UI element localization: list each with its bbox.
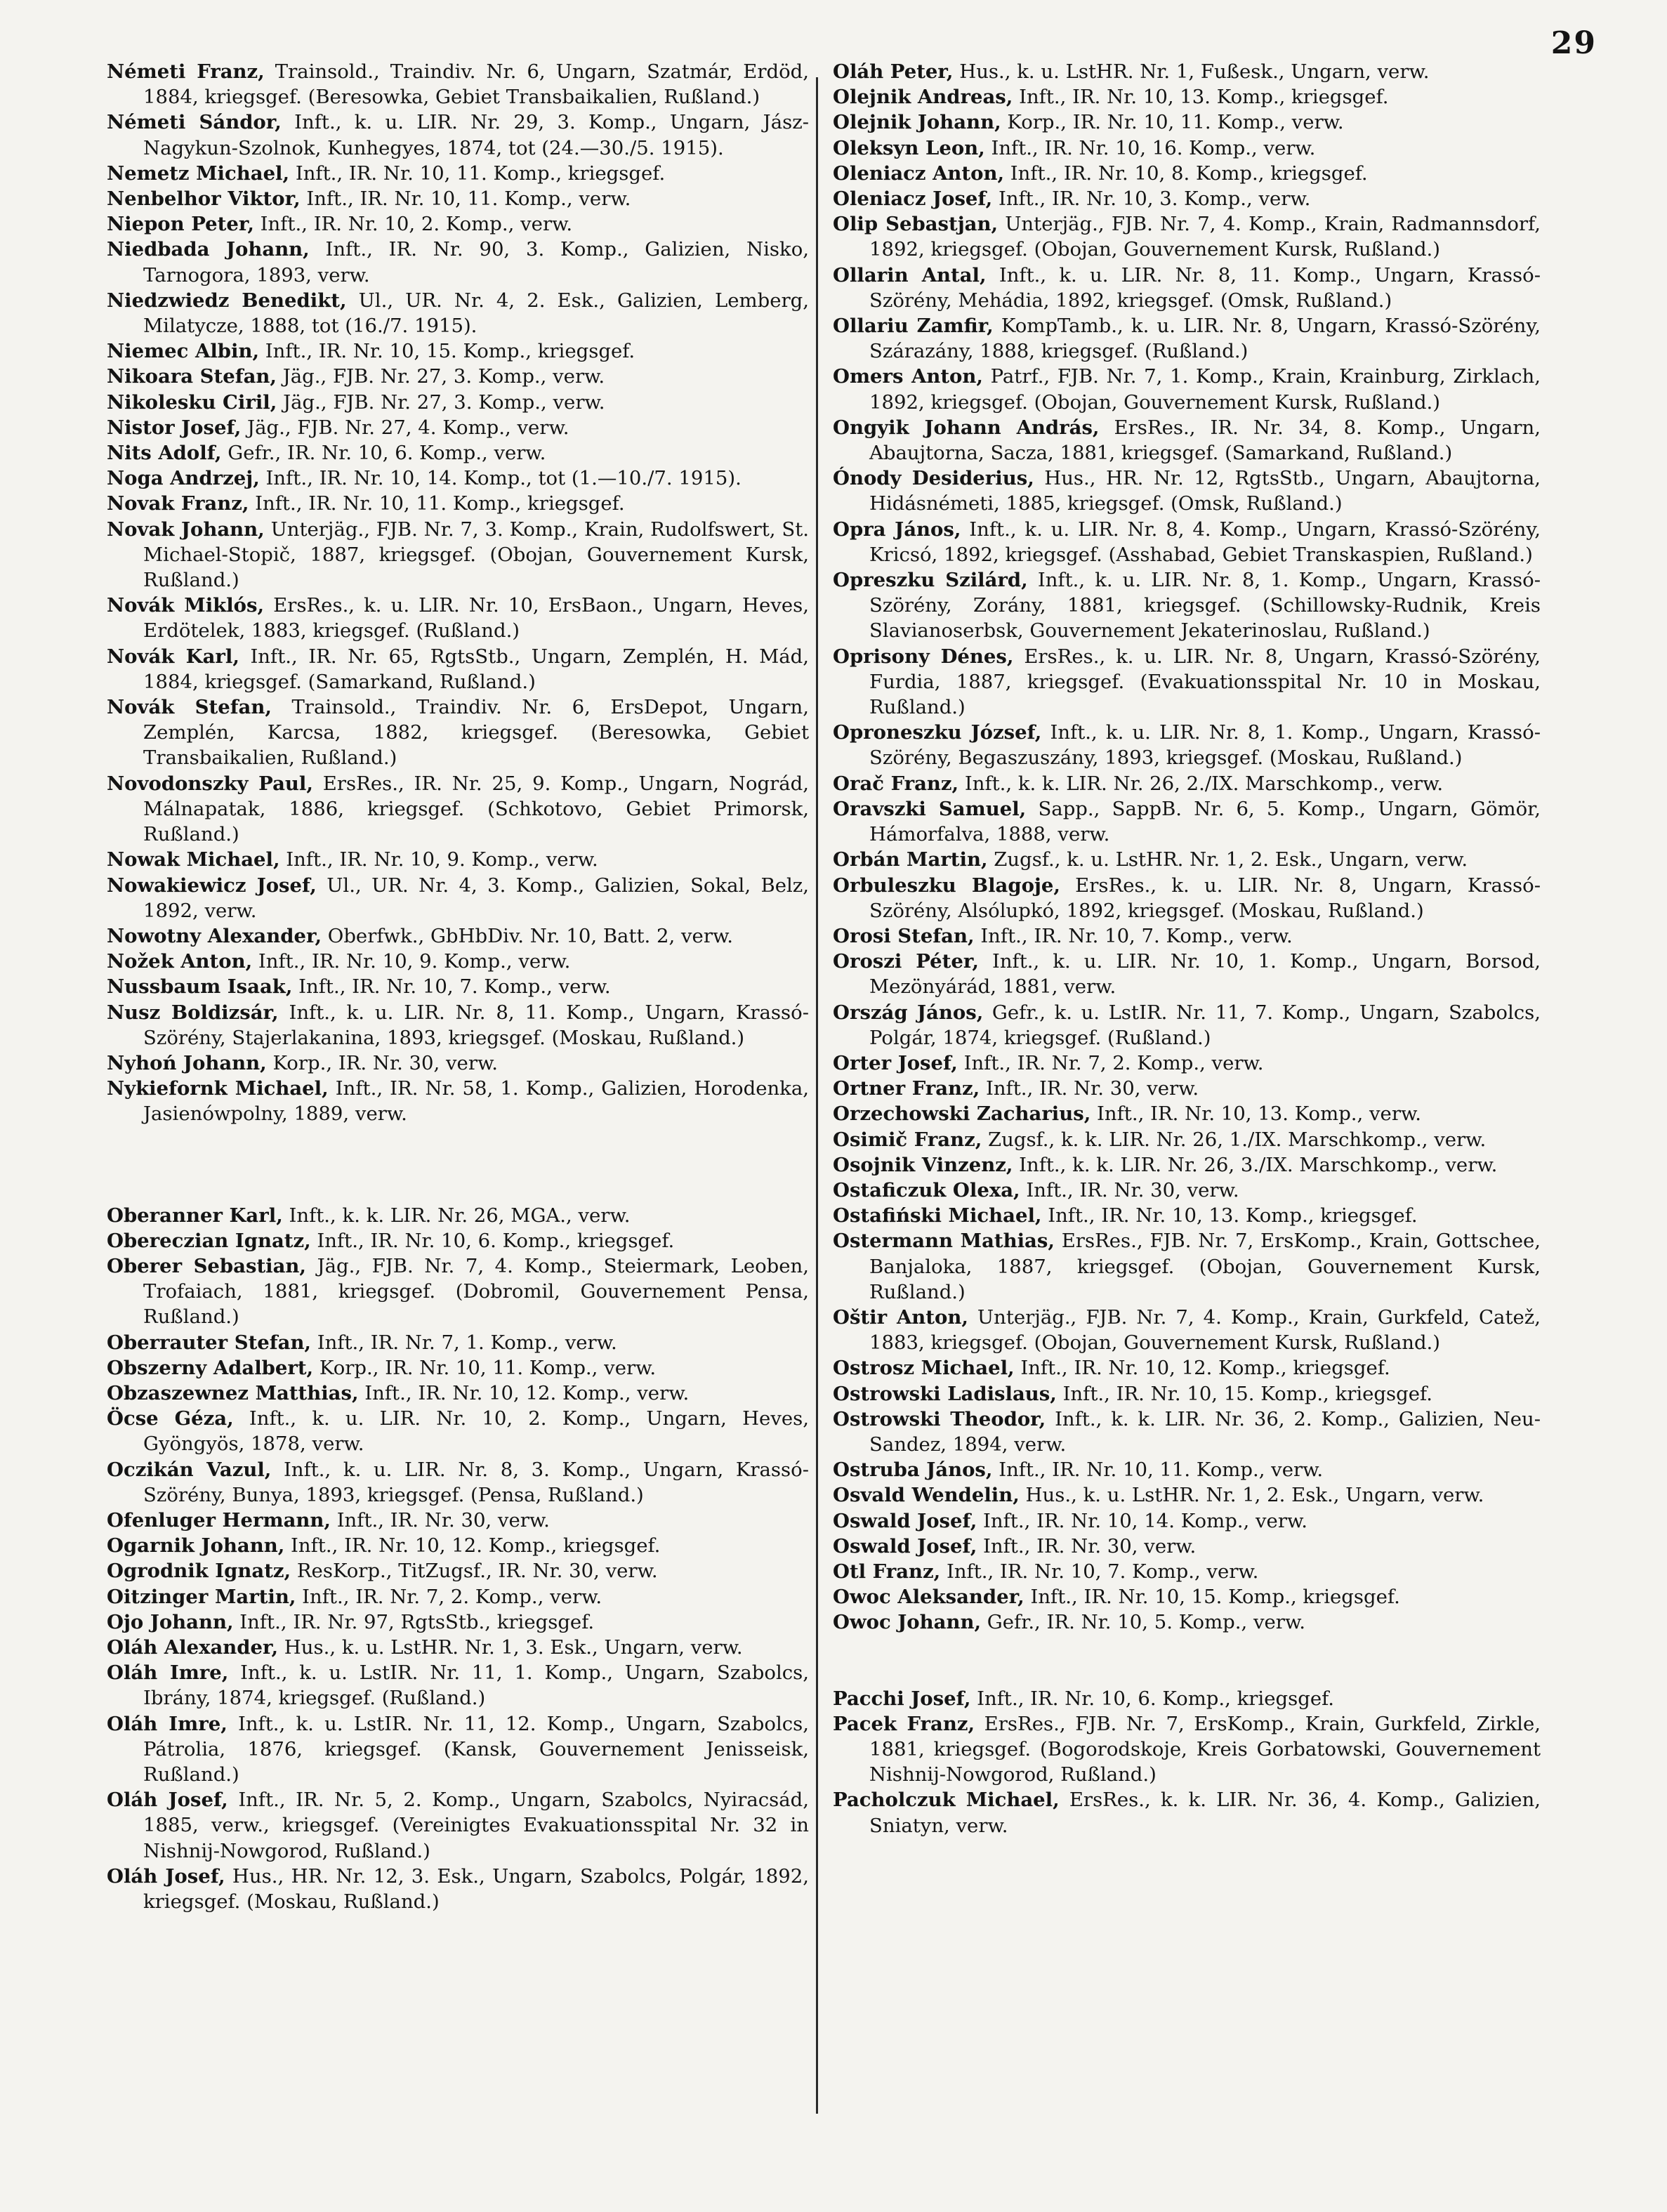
list-entry <box>107 1457 809 1508</box>
list-entry <box>107 390 809 415</box>
entry-name: Nits Adolf, <box>107 442 222 465</box>
entry-name: Oswald Josef, <box>833 1534 977 1558</box>
entry-details: Trainsold., Traindiv. Nr. 6, ErsDepot, Ungarn, Zemplén, Karcsa, 1882, kriegsgef. (Beresowka, Gebiet Transbaikalien, Rußland.) <box>143 696 809 770</box>
entry-name: Olejnik Johann, <box>833 111 1001 134</box>
entry-details: Jäg., FJB. Nr. 7, 4. Komp., Steiermark, Leoben, Trofaiach, 1881, kriegsgef. (Dobromil, Gouvernement Pensa, Rußland.) <box>143 1254 809 1329</box>
entry-details: Hus., k. u. LstHR. Nr. 1, 3. Esk., Ungarn, verw. <box>278 1635 743 1659</box>
entry-name: Oproneszku József, <box>833 721 1042 744</box>
entry-details: Gefr., IR. Nr. 10, 5. Komp., verw. <box>981 1611 1305 1634</box>
entry-details: Inft., IR. Nr. 30, verw. <box>330 1508 550 1532</box>
entry-details: Inft., IR. Nr. 10, 11. Komp., verw. <box>992 1459 1324 1482</box>
entry-details: Inft., IR. Nr. 10, 15. Komp., kriegsgef. <box>1024 1586 1400 1609</box>
list-entry <box>107 873 809 923</box>
entry-name: Oštir Anton, <box>833 1305 968 1329</box>
entry-name: Niepon Peter, <box>107 213 254 236</box>
entry-details: Inft., k. u. LIR. Nr. 8, 3. Komp., Ungarn, Krassó-Szörény, Bunya, 1893, kriegsgef. (Pensa, Rußland.) <box>143 1458 809 1506</box>
entry-details: Inft., IR. Nr. 10, 6. Komp., kriegsgef. <box>970 1687 1335 1710</box>
list-entry <box>107 771 809 848</box>
list-entry <box>107 161 809 186</box>
entry-details: KompTamb., k. u. LIR. Nr. 8, Ungarn, Krassó-Szörény, Szárazány, 1888, kriegsgef. (Rußland.) <box>869 315 1541 363</box>
entry-details: Inft., IR. Nr. 97, RgtsStb., kriegsgef. <box>233 1610 595 1633</box>
entry-name: Oitzinger Martin, <box>107 1585 296 1608</box>
entry-name: Öcse Géza, <box>107 1407 234 1430</box>
list-entry <box>833 1787 1541 1838</box>
entry-details: ResKorp., TitZugsf., IR. Nr. 30, verw. <box>291 1560 658 1583</box>
list-entry <box>833 720 1541 770</box>
entry-details: Inft., IR. Nr. 58, 1. Komp., Galizien, Horodenka, Jasienówpolny, 1889, verw. <box>143 1077 809 1126</box>
entry-name: Orter Josef, <box>833 1051 958 1074</box>
list-entry <box>107 1864 809 1914</box>
entry-details: Inft., k. u. LIR. Nr. 10, 2. Komp., Ungarn, Heves, Gyöngyös, 1878, verw. <box>143 1407 809 1456</box>
list-entry <box>107 1787 809 1864</box>
list-entry <box>833 1686 1541 1711</box>
entry-details: Inft., k. k. LIR. Nr. 26, 3./IX. Marschkomp., verw. <box>1013 1153 1498 1176</box>
entry-name: Németi Franz, <box>107 60 265 83</box>
entry-name: Orosi Stefan, <box>833 924 975 947</box>
entry-name: Nyhoń Johann, <box>107 1051 267 1074</box>
list-entry <box>107 1228 809 1253</box>
entry-details: Inft., k. k. LIR. Nr. 26, 2./IX. Marschkomp., verw. <box>958 772 1444 795</box>
entry-details: Patrf., FJB. Nr. 7, 1. Komp., Krain, Krainburg, Zirklach, 1892, kriegsgef. (Obojan, Gouvernement Kursk, Rußland.) <box>869 365 1541 414</box>
entry-details: Inft., IR. Nr. 10, 13. Komp., kriegsgef. <box>1041 1204 1418 1227</box>
list-entry <box>833 1457 1541 1482</box>
entry-details: Gefr., k. u. LstIR. Nr. 11, 7. Komp., Ungarn, Szabolcs, Polgár, 1874, kriegsgef. (Rußland.) <box>869 1001 1541 1049</box>
entry-name: Niedzwiedz Benedikt, <box>107 289 347 312</box>
entry-details: Inft., IR. Nr. 10, 2. Komp., verw. <box>253 213 573 236</box>
entry-details: Jäg., FJB. Nr. 27, 3. Komp., verw. <box>276 365 605 388</box>
list-entry <box>107 1609 809 1635</box>
list-entry <box>107 517 809 593</box>
list-entry <box>107 466 809 491</box>
entry-name: Nemetz Michael, <box>107 162 290 185</box>
entry-name: Owoc Aleksander, <box>833 1586 1024 1609</box>
entry-name: Osvald Wendelin, <box>833 1484 1020 1507</box>
list-entry <box>107 1711 809 1788</box>
entry-name: Orbuleszku Blagoje, <box>833 874 1060 897</box>
entry-name: Niemec Albin, <box>107 340 260 363</box>
list-entry <box>107 338 809 364</box>
entry-name: Oláh Alexander, <box>107 1635 279 1659</box>
entry-name: Novak Johann, <box>107 518 265 541</box>
list-entry <box>107 847 809 872</box>
entry-details: Inft., k. u. LIR. Nr. 8, 4. Komp., Ungarn, Krassó-Szörény, Kricsó, 1892, kriegsgef. (Asshabad, Gebiet Transkaspien, Rußland.) <box>869 518 1541 566</box>
entry-details: Korp., IR. Nr. 10, 11. Komp., verw. <box>1001 111 1344 134</box>
entry-details: Inft., IR. Nr. 30, verw. <box>980 1077 1199 1100</box>
entry-name: Novák Stefan, <box>107 696 272 719</box>
list-entry <box>833 186 1541 211</box>
entry-details: ErsRes., IR. Nr. 34, 8. Komp., Ungarn, Abaujtorna, Sacza, 1881, kriegsgef. (Samarkand, Rußland.) <box>869 416 1541 465</box>
entry-name: Oczikán Vazul, <box>107 1458 272 1481</box>
list-entry <box>833 847 1541 872</box>
list-entry <box>833 1152 1541 1178</box>
list-entry <box>833 873 1541 923</box>
list-entry <box>107 644 809 694</box>
list-entry <box>833 1051 1541 1076</box>
entry-name: Ostermann Mathias, <box>833 1230 1055 1253</box>
entry-name: Osojnik Vinzenz, <box>833 1153 1013 1176</box>
entry-name: Oleniacz Anton, <box>833 162 1005 185</box>
entry-details: Inft., IR. Nr. 10, 12. Komp., kriegsgef. <box>284 1534 661 1558</box>
list-entry <box>833 567 1541 644</box>
list-entry <box>833 949 1541 999</box>
entry-name: Ónody Desiderius, <box>833 467 1034 490</box>
entry-name: Nistor Josef, <box>107 416 242 439</box>
entry-name: Nowotny Alexander, <box>107 924 322 947</box>
entry-name: Ostaficzuk Olexa, <box>833 1178 1020 1202</box>
entry-details: Inft., IR. Nr. 10, 13. Komp., verw. <box>1091 1102 1421 1126</box>
entry-details: Unterjäg., FJB. Nr. 7, 4. Komp., Krain, Radmannsdorf, 1892, kriegsgef. (Obojan, Gouvernement Kursk, Rußland.) <box>869 213 1541 261</box>
entry-details: Unterjäg., FJB. Nr. 7, 3. Komp., Krain, Rudolfswert, St. Michael-Stopič, 1887, kriegsgef. (Obojan, Gouvernement Kursk, Rußland.) <box>143 518 809 592</box>
list-entry <box>833 796 1541 847</box>
entry-details: Zugsf., k. u. LstHR. Nr. 1, 2. Esk., Ungarn, verw. <box>987 848 1468 871</box>
entry-name: Oroszi Péter, <box>833 950 979 973</box>
entry-name: Ollariu Zamfir, <box>833 315 994 338</box>
entry-details: Trainsold., Traindiv. Nr. 6, Ungarn, Szatmár, Erdöd, 1884, kriegsgef. (Beresowka, Gebiet Transbaikalien, Rußland.) <box>143 60 809 109</box>
entry-name: Novak Franz, <box>107 492 249 515</box>
entry-details: Inft., IR. Nr. 5, 2. Komp., Ungarn, Szabolcs, Nyiracsád, 1885, verw., kriegsgef. (Vereinigtes Evakuationsspital Nr. 32 in Nishnij-Nowgorod, Rußland.) <box>143 1789 809 1862</box>
left-column <box>107 59 809 1914</box>
list-entry <box>107 211 809 237</box>
entry-details: Sapp., SappB. Nr. 6, 5. Komp., Ungarn, Gömör, Hámorfalva, 1888, verw. <box>869 797 1541 846</box>
list-entry <box>833 59 1541 84</box>
list-entry <box>833 136 1541 161</box>
entry-details: Inft., IR. Nr. 7, 1. Komp., verw. <box>311 1331 617 1354</box>
entry-details: ErsRes., FJB. Nr. 7, ErsKomp., Krain, Gurkfeld, Zirkle, 1881, kriegsgef. (Bogorodskoje, Kreis Gorbatowski, Gouvernement Nishnij-Nowgorod, Rußland.) <box>869 1712 1541 1786</box>
entry-details: Inft., k. u. LIR. Nr. 8, 11. Komp., Ungarn, Krassó-Szörény, Mehádia, 1892, kriegsgef. (Omsk, Rußland.) <box>869 263 1541 312</box>
list-entry <box>833 1228 1541 1305</box>
entry-details: Inft., IR. Nr. 10, 7. Komp., verw. <box>974 924 1293 947</box>
entry-details: Inft., IR. Nr. 10, 9. Komp., verw. <box>279 848 598 871</box>
list-entry <box>833 923 1541 949</box>
entry-details: Inft., IR. Nr. 10, 16. Komp., verw. <box>984 136 1316 159</box>
list-entry <box>833 1381 1541 1407</box>
entry-name: Ongyik Johann András, <box>833 416 1100 439</box>
entry-details: Inft., IR. Nr. 10, 9. Komp., verw. <box>252 950 571 973</box>
list-entry <box>107 237 809 287</box>
entry-details: Inft., IR. Nr. 10, 12. Komp., kriegsgef. <box>1014 1357 1390 1380</box>
entry-details: Inft., k. u. LIR. Nr. 8, 1. Komp., Ungarn, Krassó-Szörény, Zorány, 1881, kriegsgef. (Schillowsky-Rudnik, Kreis Slavianoserbsk, Gouvernement Jekaterinoslau, Rußland.) <box>869 569 1541 643</box>
list-entry <box>107 1203 809 1228</box>
entry-details: Inft., IR. Nr. 7, 2. Komp., verw. <box>957 1051 1264 1074</box>
list-entry <box>833 415 1541 466</box>
entry-name: Ostruba János, <box>833 1459 993 1482</box>
entry-name: Nikoara Stefan, <box>107 365 277 388</box>
list-entry <box>107 1558 809 1584</box>
entry-details: Inft., IR. Nr. 65, RgtsStb., Ungarn, Zemplén, H. Mád, 1884, kriegsgef. (Samarkand, Rußland.) <box>143 645 809 693</box>
list-entry <box>833 1534 1541 1559</box>
entry-details: Inft., k. u. LIR. Nr. 8, 11. Komp., Ungarn, Krassó-Szörény, Stajerlakanina, 1893, kriegsgef. (Moskau, Rußland.) <box>143 1001 809 1049</box>
list-entry <box>107 59 809 110</box>
entry-details: Inft., IR. Nr. 10, 7. Komp., verw. <box>940 1560 1259 1583</box>
list-entry <box>833 1584 1541 1609</box>
entry-name: Ostafiński Michael, <box>833 1204 1042 1227</box>
list-entry <box>107 949 809 974</box>
entry-details: Inft., IR. Nr. 7, 2. Komp., verw. <box>296 1585 602 1608</box>
entry-name: Opra János, <box>833 518 961 541</box>
entry-name: Ortner Franz, <box>833 1077 980 1100</box>
list-entry <box>107 1533 809 1558</box>
entry-details: Unterjäg., FJB. Nr. 7, 4. Komp., Krain, Gurkfeld, Catež, 1883, kriegsgef. (Obojan, Gouvernement Kursk, Rußland.) <box>869 1305 1541 1355</box>
entry-name: Nowak Michael, <box>107 848 280 871</box>
entry-details: Zugsf., k. k. LIR. Nr. 26, 1./IX. Marschkomp., verw. <box>982 1128 1487 1151</box>
entry-name: Németi Sándor, <box>107 111 282 134</box>
list-entry <box>833 1559 1541 1584</box>
list-entry <box>107 1381 809 1406</box>
list-entry <box>107 364 809 389</box>
list-entry <box>833 364 1541 414</box>
entry-name: Oleksyn Leon, <box>833 136 985 159</box>
entry-details: Inft., k. u. LIR. Nr. 29, 3. Komp., Ungarn, Jász-Nagykun-Szolnok, Kunhegyes, 1874, tot (24.—30./5. 1915). <box>143 111 809 159</box>
entry-details: Inft., IR. Nr. 10, 15. Komp., kriegsgef. <box>1056 1382 1432 1405</box>
entry-details: Inft., IR. Nr. 30, verw. <box>977 1534 1197 1558</box>
list-entry <box>107 186 809 211</box>
entry-name: Nikolesku Ciril, <box>107 390 277 414</box>
entry-name: Oláh Imre, <box>107 1712 228 1735</box>
entry-details: Inft., IR. Nr. 10, 14. Komp., tot (1.—10./7. 1915). <box>259 467 742 490</box>
entry-name: Obzaszewnez Matthias, <box>107 1381 359 1404</box>
entry-name: Nowakiewicz Josef, <box>107 874 317 897</box>
entry-details: Inft., IR. Nr. 10, 7. Komp., verw. <box>292 975 611 999</box>
entry-name: Oberer Sebastian, <box>107 1254 306 1277</box>
entry-name: Nykiefornk Michael, <box>107 1077 329 1100</box>
list-entry <box>833 644 1541 720</box>
list-entry <box>833 1178 1541 1203</box>
entry-details: Inft., k. k. LIR. Nr. 26, MGA., verw. <box>282 1204 631 1227</box>
list-entry <box>833 466 1541 516</box>
entry-details: Jäg., FJB. Nr. 27, 3. Komp., verw. <box>277 390 605 414</box>
entry-details: Hus., HR. Nr. 12, RgtsStb., Ungarn, Abaujtorna, Hidásnémeti, 1885, kriegsgef. (Omsk, Rußland.) <box>869 467 1541 515</box>
entry-details: Inft., IR. Nr. 30, verw. <box>1020 1178 1239 1202</box>
list-entry <box>107 1051 809 1076</box>
entry-details: ErsRes., k. u. LIR. Nr. 8, Ungarn, Krassó-Szörény, Furdia, 1887, kriegsgef. (Evakuationsspital Nr. 10 in Moskau, Rußland.) <box>869 645 1541 719</box>
entry-name: Ollarin Antal, <box>833 263 987 287</box>
entry-name: Oláh Imre, <box>107 1661 229 1685</box>
list-entry <box>833 1711 1541 1788</box>
entry-details: Korp., IR. Nr. 10, 11. Komp., verw. <box>313 1356 657 1379</box>
list-entry <box>833 313 1541 364</box>
entry-name: Nožek Anton, <box>107 950 253 973</box>
entry-name: Opreszku Szilárd, <box>833 569 1028 592</box>
entry-details: Jäg., FJB. Nr. 27, 4. Komp., verw. <box>241 416 569 439</box>
entry-details: Inft., IR. Nr. 10, 6. Komp., kriegsgef. <box>310 1229 675 1252</box>
entry-name: Olip Sebastjan, <box>833 213 999 236</box>
entry-name: Nenbelhor Viktor, <box>107 187 301 211</box>
list-entry <box>833 1000 1541 1051</box>
entry-details: Inft., IR. Nr. 10, 15. Komp., kriegsgef. <box>259 340 635 363</box>
section-gap <box>107 1127 809 1203</box>
list-entry <box>833 1407 1541 1457</box>
list-entry <box>107 415 809 440</box>
list-entry <box>833 771 1541 796</box>
list-entry <box>107 1355 809 1381</box>
entry-details: Hus., HR. Nr. 12, 3. Esk., Ungarn, Szabolcs, Polgár, 1892, kriegsgef. (Moskau, Rußland.) <box>143 1864 810 1914</box>
entry-name: Ostrowski Ladislaus, <box>833 1382 1057 1405</box>
entry-details: ErsRes., k. k. LIR. Nr. 36, 4. Komp., Galizien, Sniatyn, verw. <box>869 1789 1541 1837</box>
list-entry <box>833 1355 1541 1381</box>
entry-details: Inft., IR. Nr. 10, 8. Komp., kriegsgef. <box>1004 162 1368 185</box>
entry-details: Ul., UR. Nr. 4, 2. Esk., Galizien, Lemberg, Milatycze, 1888, tot (16./7. 1915). <box>143 289 809 338</box>
entry-name: Nusz Boldizsár, <box>107 1001 279 1024</box>
entry-name: Oberrauter Stefan, <box>107 1331 312 1354</box>
list-entry <box>107 110 809 160</box>
entry-details: Korp., IR. Nr. 30, verw. <box>266 1051 498 1074</box>
column-divider <box>816 77 818 2114</box>
list-entry <box>833 161 1541 186</box>
entry-name: Oláh Peter, <box>833 60 954 83</box>
entry-name: Nussbaum Isaak, <box>107 975 293 999</box>
entry-details: Hus., k. u. LstHR. Nr. 1, 2. Esk., Ungarn, verw. <box>1019 1484 1484 1507</box>
entry-name: Noga Andrzej, <box>107 467 260 490</box>
list-entry <box>833 110 1541 135</box>
list-entry <box>107 1253 809 1330</box>
list-entry <box>833 1305 1541 1355</box>
entry-name: Niedbada Johann, <box>107 238 310 261</box>
list-entry <box>107 491 809 516</box>
list-entry <box>833 1508 1541 1534</box>
list-entry <box>107 1660 809 1711</box>
list-entry <box>833 1127 1541 1152</box>
section-gap <box>833 1635 1541 1686</box>
entry-name: Osimič Franz, <box>833 1128 982 1151</box>
entry-name: Orač Franz, <box>833 772 959 795</box>
entry-name: Novák Miklós, <box>107 594 265 617</box>
entry-name: Pacholczuk Michael, <box>833 1789 1060 1812</box>
entry-details: Inft., IR. Nr. 10, 11. Komp., verw. <box>300 187 631 211</box>
entry-name: Ojo Johann, <box>107 1610 234 1633</box>
list-entry <box>107 1508 809 1533</box>
list-entry <box>107 1584 809 1609</box>
list-entry <box>833 211 1541 262</box>
entry-details: ErsRes., FJB. Nr. 7, ErsKomp., Krain, Gottschee, Banjaloka, 1887, kriegsgef. (Obojan, Gouvernement Kursk, Rußland.) <box>869 1230 1541 1303</box>
entry-name: Pacchi Josef, <box>833 1687 971 1710</box>
list-entry <box>107 694 809 771</box>
entry-name: Owoc Johann, <box>833 1611 982 1634</box>
entry-name: Oprisony Dénes, <box>833 645 1014 668</box>
list-entry <box>833 263 1541 313</box>
entry-details: Inft., k. u. LstIR. Nr. 11, 1. Komp., Ungarn, Szabolcs, Ibrány, 1874, kriegsgef. (Rußland.) <box>143 1661 809 1710</box>
entry-name: Orbán Martin, <box>833 848 988 871</box>
right-column <box>833 59 1541 1838</box>
entry-details: Inft., IR. Nr. 10, 3. Komp., verw. <box>992 187 1311 211</box>
list-entry <box>107 1000 809 1051</box>
entry-details: Inft., IR. Nr. 10, 13. Komp., kriegsgef. <box>1013 86 1389 109</box>
list-entry <box>107 1330 809 1355</box>
entry-name: Obszerny Adalbert, <box>107 1356 314 1379</box>
entry-details: Inft., k. u. LIR. Nr. 10, 1. Komp., Ungarn, Borsod, Mezönyárád, 1881, verw. <box>869 950 1541 999</box>
list-entry <box>107 288 809 338</box>
page-number: 29 <box>1550 25 1597 61</box>
list-entry <box>833 1076 1541 1101</box>
list-entry <box>833 1609 1541 1635</box>
entry-name: Ogarnik Johann, <box>107 1534 285 1558</box>
list-entry <box>107 923 809 949</box>
entry-name: Novák Karl, <box>107 645 239 668</box>
entry-details: ErsRes., IR. Nr. 25, 9. Komp., Ungarn, Nográd, Málnapatak, 1886, kriegsgef. (Schkotovo, Gebiet Primorsk, Rußland.) <box>143 772 809 846</box>
entry-details: ErsRes., k. u. LIR. Nr. 8, Ungarn, Krassó-Szörény, Alsólupkó, 1892, kriegsgef. (Moskau, Rußland.) <box>869 874 1541 922</box>
entry-name: Oberanner Karl, <box>107 1204 283 1227</box>
list-entry <box>107 593 809 643</box>
list-entry <box>833 1203 1541 1228</box>
entry-name: Pacek Franz, <box>833 1712 975 1735</box>
list-entry <box>833 1101 1541 1126</box>
list-entry <box>107 1635 809 1660</box>
entry-details: Hus., k. u. LstHR. Nr. 1, Fußesk., Ungarn, verw. <box>953 60 1430 83</box>
entry-name: Ország János, <box>833 1001 984 1024</box>
list-entry <box>107 440 809 466</box>
entry-name: Omers Anton, <box>833 365 983 388</box>
entry-name: Obereczian Ignatz, <box>107 1229 311 1252</box>
entry-name: Ostrowski Theodor, <box>833 1407 1046 1430</box>
entry-details: Inft., k. u. LIR. Nr. 8, 1. Komp., Ungarn, Krassó-Szörény, Begaszuszány, 1893, kriegsgef. (Moskau, Rußland.) <box>869 721 1541 770</box>
entry-details: Inft., k. k. LIR. Nr. 36, 2. Komp., Galizien, Neu-Sandez, 1894, verw. <box>869 1407 1541 1456</box>
entry-details: Inft., IR. Nr. 10, 11. Komp., kriegsgef. <box>249 492 625 515</box>
entry-name: Oláh Josef, <box>107 1789 228 1812</box>
entry-details: Ul., UR. Nr. 4, 3. Komp., Galizien, Sokal, Belz, 1892, verw. <box>143 874 809 922</box>
entry-details: ErsRes., k. u. LIR. Nr. 10, ErsBaon., Ungarn, Heves, Erdötelek, 1883, kriegsgef. (Rußland.) <box>143 594 809 643</box>
entry-details: Gefr., IR. Nr. 10, 6. Komp., verw. <box>221 442 546 465</box>
entry-details: Oberfwk., GbHbDiv. Nr. 10, Batt. 2, verw. <box>322 924 733 947</box>
entry-details: Inft., k. u. LstIR. Nr. 11, 12. Komp., Ungarn, Szabolcs, Pátrolia, 1876, kriegsgef. (Kansk, Gouvernement Jenisseisk, Rußland.) <box>143 1712 810 1786</box>
entry-name: Ostrosz Michael, <box>833 1357 1015 1380</box>
entry-name: Ofenluger Hermann, <box>107 1508 331 1532</box>
entry-name: Olejnik Andreas, <box>833 86 1013 109</box>
list-entry <box>833 1482 1541 1508</box>
entry-details: Inft., IR. Nr. 90, 3. Komp., Galizien, Nisko, Tarnogora, 1893, verw. <box>143 238 809 287</box>
entry-name: Novodonszky Paul, <box>107 772 313 795</box>
entry-name: Otl Franz, <box>833 1560 941 1583</box>
entry-name: Oswald Josef, <box>833 1509 977 1532</box>
entry-details: Inft., IR. Nr. 10, 14. Komp., verw. <box>977 1509 1307 1532</box>
entry-details: Inft., IR. Nr. 10, 11. Komp., kriegsgef. <box>289 162 666 185</box>
entry-name: Oleniacz Josef, <box>833 187 993 211</box>
list-entry <box>107 1406 809 1456</box>
list-entry <box>833 517 1541 567</box>
entry-name: Oravszki Samuel, <box>833 797 1027 820</box>
list-entry <box>107 1076 809 1126</box>
list-entry <box>833 84 1541 110</box>
entry-details: Inft., IR. Nr. 10, 12. Komp., verw. <box>358 1381 690 1404</box>
entry-name: Ogrodnik Ignatz, <box>107 1560 291 1583</box>
entry-name: Oláh Josef, <box>107 1864 225 1888</box>
entry-name: Orzechowski Zacharius, <box>833 1102 1091 1126</box>
list-entry <box>107 974 809 999</box>
